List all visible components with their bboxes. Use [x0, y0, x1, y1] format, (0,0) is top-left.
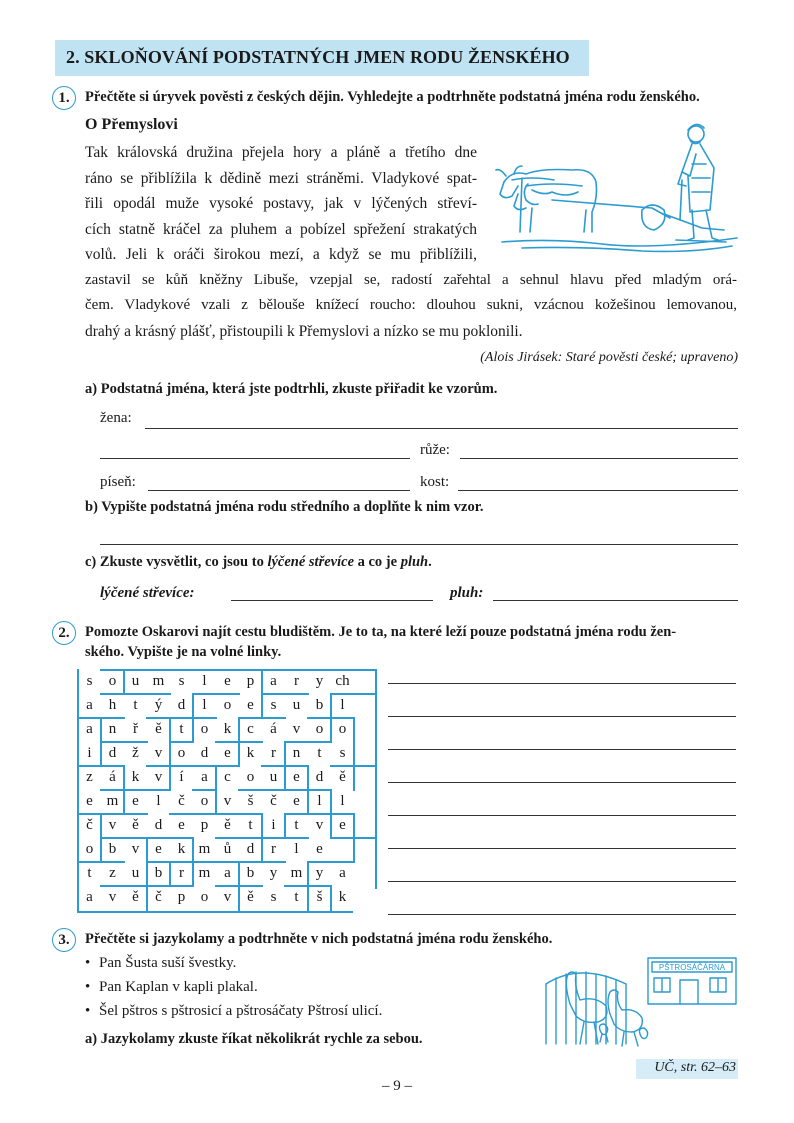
maze-letter: y	[269, 865, 278, 881]
maze-letter: a	[339, 865, 346, 881]
maze-letter: l	[202, 697, 207, 713]
maze-letter: e	[86, 793, 93, 809]
label-zena: žena:	[100, 410, 132, 426]
maze-letter: o	[246, 769, 255, 785]
bullet-icon: •	[85, 955, 91, 971]
maze-letter: a	[201, 769, 208, 785]
answer-line-kost[interactable]	[458, 490, 738, 491]
maze-letter: r	[271, 745, 276, 761]
maze-letter: s	[270, 889, 277, 905]
section-title: 2. SKLOŇOVÁNÍ PODSTATNÝCH JMEN RODU ŽENSKÉHO	[66, 47, 570, 67]
maze-letter: ě	[247, 889, 254, 905]
task-1-instruction: Přečtěte si úryvek pověsti z českých dějin. Vyhledejte a podtrhněte podstatná jména rodu ženského.	[85, 89, 700, 105]
maze-letter: m	[198, 841, 211, 857]
maze-letter: o	[200, 889, 209, 905]
maze-letter: ch	[335, 673, 350, 689]
maze-letter: u	[292, 697, 301, 713]
maze-letter: t	[248, 817, 253, 833]
task-2-instruction-line: Pomozte Oskarovi najít cestu bludištěm. Je to ta, na které leží pouze podstatná jména rodu žen-	[85, 624, 677, 640]
task-1a-label: a)	[85, 381, 98, 397]
maze-letter: b	[154, 865, 163, 881]
maze-letter: y	[315, 673, 324, 689]
task-3a-text: Jazykolamy zkuste říkat několikrát rychle za sebou.	[100, 1031, 423, 1047]
letter-maze	[76, 668, 378, 914]
maze-letter: v	[315, 817, 324, 833]
task-1c-text-mid: a co je	[354, 554, 401, 570]
maze-letter: l	[340, 793, 345, 809]
maze-letter: t	[317, 745, 322, 761]
maze-letter: v	[154, 745, 163, 761]
task-1b	[85, 499, 483, 516]
maze-letter: d	[154, 817, 163, 833]
maze-letter: v	[108, 889, 117, 905]
maze-letter: k	[131, 769, 140, 785]
maze-letter: p	[246, 673, 255, 689]
task-1c-term-pluh: pluh	[400, 554, 429, 570]
maze-letter: v	[131, 841, 140, 857]
task-2-instruction	[85, 624, 676, 661]
maze-letter: s	[178, 673, 185, 689]
story-line: cích statně kráčel za pluhem a pobízel spřežení strakatých	[85, 220, 477, 238]
maze-letter: l	[340, 697, 345, 713]
maze-letter	[331, 838, 354, 860]
maze-letter: r	[294, 673, 299, 689]
maze-letter: u	[131, 865, 140, 881]
maze-letter: t	[133, 697, 138, 713]
maze-letter: d	[200, 745, 209, 761]
task-3a-label: a)	[85, 1031, 98, 1047]
task-1a-text: Podstatná jména, která jste podtrhli, zkuste přiřadit ke vzorům.	[100, 381, 498, 397]
bullet-icon: •	[85, 1003, 91, 1019]
ostrich-farm-illustration	[540, 944, 740, 1048]
story-line: drahý a krásný plášť, přistoupili k Přemyslovi a nízko se mu poklonili.	[85, 322, 523, 340]
maze-letter: a	[86, 697, 93, 713]
maze-letter: a	[270, 673, 277, 689]
maze-letter: i	[271, 817, 276, 833]
maze-letter: e	[224, 745, 231, 761]
maze-letter: ř	[133, 721, 138, 737]
maze-letter: p	[177, 889, 186, 905]
bullet-icon: •	[85, 979, 91, 995]
maze-letter: t	[294, 889, 299, 905]
tongue-twister-item	[85, 979, 258, 996]
task-1b-label: b)	[85, 499, 98, 515]
maze-letter: v	[223, 889, 232, 905]
story-title: O Přemyslovi	[85, 116, 178, 133]
maze-letter: ý	[154, 697, 163, 713]
task-1c-text-end: .	[428, 554, 432, 570]
maze-letter: l	[202, 673, 207, 689]
maze-letter: u	[269, 769, 278, 785]
maze-letter: c	[247, 721, 254, 737]
answer-line-1b[interactable]	[100, 544, 738, 545]
maze-letter: ě	[132, 889, 139, 905]
maze-letter: i	[87, 745, 92, 761]
tongue-twister-text: Šel pštros s pštrosicí a pštrosáčaty Pštrosí ulicí.	[99, 1003, 383, 1019]
maze-letter: e	[155, 841, 162, 857]
maze-letter: m	[198, 865, 211, 881]
maze-letter: l	[317, 793, 322, 809]
maze-letter: p	[200, 817, 209, 833]
story-line: čem. Vladykové vzali z bělouše knížecí roucho: dlouhou sukni, vzácnou kožešinou lemovanou,	[85, 297, 737, 313]
maze-letter: s	[86, 673, 93, 689]
plowman-illustration	[492, 120, 744, 255]
maze-letter: d	[246, 841, 255, 857]
maze-letter: h	[108, 697, 117, 713]
maze-letter: o	[200, 721, 209, 737]
maze-letter: e	[339, 817, 346, 833]
maze-letter: a	[86, 889, 93, 905]
maze-letter: t	[87, 865, 92, 881]
maze-answer-line[interactable]	[388, 782, 736, 783]
maze-letter: o	[85, 841, 94, 857]
maze-letter: á	[270, 721, 277, 737]
maze-letter: š	[316, 889, 323, 905]
maze-letter: č	[86, 817, 93, 833]
maze-letter: e	[293, 793, 300, 809]
task-1b-text: Vypište podstatná jména rodu středního a doplňte k nim vzor.	[101, 499, 484, 515]
maze-letter: k	[223, 721, 232, 737]
maze-letter: m	[290, 865, 303, 881]
maze-letter: k	[246, 745, 255, 761]
story-line: řili opodál muže vysoké postavy, jak v lýčených střeví-	[85, 195, 477, 212]
page-number: – 9 –	[382, 1078, 412, 1094]
maze-letter: í	[179, 769, 184, 785]
answer-line-zena-2[interactable]	[100, 458, 410, 459]
maze-letter: d	[177, 697, 186, 713]
maze-letter: l	[156, 793, 161, 809]
task-3a	[85, 1031, 423, 1048]
maze-answer-line[interactable]	[388, 749, 736, 750]
maze-letter: o	[108, 673, 117, 689]
maze-letter: b	[315, 697, 324, 713]
maze-letter: n	[108, 721, 117, 737]
maze-letter: o	[177, 745, 186, 761]
maze-letter: a	[86, 721, 93, 737]
maze-letter: á	[109, 769, 116, 785]
maze-letter: m	[152, 673, 165, 689]
maze-letter: ě	[155, 721, 162, 737]
task-1c	[85, 554, 432, 571]
maze-letter: b	[246, 865, 255, 881]
answer-line-pisen[interactable]	[148, 490, 410, 491]
maze-letter: š	[247, 793, 254, 809]
maze-letter: e	[316, 841, 323, 857]
task-3-number: 3.	[52, 928, 76, 952]
maze-letter: t	[179, 721, 184, 737]
maze-letter: b	[108, 841, 117, 857]
maze-letter: ž	[132, 745, 139, 761]
maze-letter: e	[132, 793, 139, 809]
maze-letter: z	[86, 769, 93, 785]
answer-line-ruze[interactable]	[460, 458, 738, 459]
maze-letter: k	[338, 889, 347, 905]
story-source: (Alois Jirásek: Staré pověsti české; upraveno)	[480, 350, 738, 365]
answer-line-zena[interactable]	[145, 428, 738, 429]
maze-letter: c	[224, 769, 231, 785]
maze-letter: z	[109, 865, 116, 881]
maze-letter: v	[108, 817, 117, 833]
tongue-twister-item	[85, 1003, 382, 1020]
tongue-twister-item	[85, 955, 236, 972]
maze-letter: ě	[132, 817, 139, 833]
textbook-reference: UČ, str. 62–63	[654, 1060, 736, 1075]
maze-letter: č	[155, 889, 162, 905]
maze-letter: ě	[224, 817, 231, 833]
maze-letter: k	[177, 841, 186, 857]
task-1c-term-strevice: lýčené střevíce	[267, 554, 354, 570]
maze-letter: ů	[223, 841, 232, 857]
maze-letter: m	[106, 793, 119, 809]
label-kost: kost:	[420, 474, 450, 490]
maze-letter: y	[315, 865, 324, 881]
story-line: Tak královská družina přejela hory a pláně a třetího dne	[85, 144, 477, 161]
maze-letter: č	[270, 793, 277, 809]
maze-answer-line[interactable]	[388, 881, 736, 882]
maze-letter: d	[315, 769, 324, 785]
label-pluh: pluh:	[450, 585, 484, 601]
maze-letter: v	[223, 793, 232, 809]
tongue-twister-text: Pan Šusta suší švestky.	[99, 955, 237, 971]
maze-letter: u	[131, 673, 140, 689]
task-2-number: 2.	[52, 621, 76, 645]
maze-answer-line[interactable]	[388, 683, 736, 684]
tongue-twister-text: Pan Kaplan v kapli plakal.	[99, 979, 258, 995]
maze-letter: v	[154, 769, 163, 785]
task-1a	[85, 381, 497, 398]
maze-letter: ě	[339, 769, 346, 785]
task-2-instruction-line: ského. Vypište je na volné linky.	[85, 644, 282, 660]
maze-letter: t	[294, 817, 299, 833]
answer-line-pluh[interactable]	[493, 600, 738, 601]
maze-letter: e	[247, 697, 254, 713]
maze-letter: d	[108, 745, 117, 761]
maze-letter: s	[339, 745, 346, 761]
label-ruze: růže:	[420, 442, 450, 458]
maze-letter: o	[200, 793, 209, 809]
maze-letter: n	[292, 745, 301, 761]
maze-letter: s	[270, 697, 277, 713]
maze-letter: o	[338, 721, 347, 737]
maze-answer-line[interactable]	[388, 815, 736, 816]
story-line: ráno se přiblížila k dědině mezi stráněmi. Vladykové spat-	[85, 169, 477, 187]
maze-letter: e	[224, 673, 231, 689]
maze-letter: r	[271, 841, 276, 857]
label-pisen: píseň:	[100, 474, 136, 490]
maze-letter: o	[223, 697, 232, 713]
ostrich-farm-sign: PŠTROSÁČÁRNA	[658, 963, 726, 972]
maze-letter: o	[315, 721, 324, 737]
task-1c-text: Zkuste vysvětlit, co jsou to	[99, 554, 268, 570]
label-strevice: lýčené střevíce:	[100, 585, 195, 601]
task-3-instruction: Přečtěte si jazykolamy a podtrhněte v nich podstatná jména rodu ženského.	[85, 931, 553, 947]
maze-answer-line[interactable]	[388, 848, 736, 849]
task-1c-label: c)	[85, 554, 97, 570]
maze-letter: r	[179, 865, 184, 881]
maze-letter: e	[293, 769, 300, 785]
answer-line-strevice[interactable]	[231, 600, 433, 601]
story-line: volů. Jeli k oráči širokou mezí, a když se mu přiblížili,	[85, 246, 477, 263]
maze-letter: l	[294, 841, 299, 857]
maze-answer-line[interactable]	[388, 716, 736, 717]
task-1-number: 1.	[52, 86, 76, 110]
maze-letter: e	[178, 817, 185, 833]
maze-letter: a	[224, 865, 231, 881]
maze-letter: č	[178, 793, 185, 809]
story-line: zastavil se kůň kněžny Libuše, vzepjal se, radostí zařehtal a sehnul hlavu před mladým orá-	[85, 271, 737, 288]
maze-letter: v	[292, 721, 301, 737]
maze-answer-line[interactable]	[388, 914, 736, 915]
